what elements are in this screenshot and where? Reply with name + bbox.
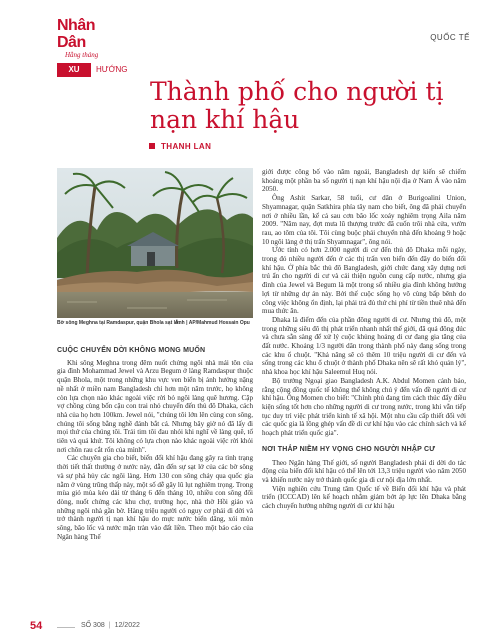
issue-info — [81, 622, 140, 629]
category-name: HƯỚNG — [96, 65, 128, 74]
issue-number: SỐ 308 — [81, 622, 105, 629]
paragraph: Ông Ashit Sarkar, 58 tuổi, cư dân ở Burigoalini Union, Shyamnagar, quận Satkhira phía tây nam cho biết, ông đã phải chuyển nơi ở nhiều lần, kể cả sau cơn bão lốc xoáy nghiêm trọng Aila năm 2009. "Năm nay, đợt mưa lũ thượng trước đã cuốn trôi nhà cửa, vườn rau, ao tôm của tôi. Tôi cùng buộc phải chuyển nhà đến khoảng 9 hoặc 10 ngôi làng ở thị trấn Shyamnagar", ông nói. — [262, 194, 466, 246]
paragraph: giới được công bố vào năm ngoái, Bangladesh dự kiến sẽ chiếm khoảng một phần ba số người tị nạn khí hậu nội địa ở Nam Á vào năm 2050. — [262, 168, 466, 194]
left-subheading: CUỘC CHUYỂN DỜI KHÔNG MONG MUỐN — [57, 347, 206, 354]
right-column — [262, 168, 466, 511]
paragraph: Dhaka là điểm đến của phần đông người di cư. Nhưng thủ đô, một trong những siêu đô thị phát triển nhanh nhất thế giới, đã quá đông đúc và chưa sẵn sàng để xử lý cuộc khủng hoảng di cư đang gia tăng của đất nước. Khoảng 1/3 người dân trong thành phố này đang sống trong các khu ổ chuột. "Khả năng sẽ có thêm 10 triệu người di cư đến và sống trong các khu ổ chuột ở thành phố Dhaka nên sẽ rất khó quản lý", nhà khoa học khí hậu Saleemul Huq nói. — [262, 315, 466, 377]
paragraph: Viện nghiên cứu Trung tâm Quốc tế về Biến đổi khí hậu và phát triển (ICCCAD) lên kế hoạch nhằm giảm bớt áp lực lên Dhaka bằng cách chuyển hướng những người di cư khí hậu — [262, 484, 466, 511]
logo-subtext: Hằng tháng — [65, 51, 99, 59]
left-column — [57, 347, 253, 541]
photo-caption: Bờ sông Meghna tại Ramdaspur, quận Bhola sạt lở. — [57, 320, 180, 326]
paragraph: Khi sông Meghna trong đêm nuốt chửng ngôi nhà mái tôn của gia đình Mohammad Jewel và Arzu Begum ở làng Ramdaspur thuộc quận Bhola, một trong những khu vực ven biển bị ảnh hưởng nặng nề nhất ở miền nam Bangladesh chỉ hơn một năm trước, họ không còn lựa chọn nào khác ngoài việc rời bỏ ngôi làng quê hương. Cặp vợ chồng cùng bốn cậu con trai nhỏ chuyển đến thủ đô Dhaka, cách nhà của họ hơn 100km. Jewel nói, "chúng tôi lớn lên cùng con sông, chúng tôi sống bằng nghề đánh bắt cá. Nhưng bây giờ nó đã lấy đi mọi thứ của chúng tôi. Trải tim tôi đau nhói khi nghĩ về làng quê, tổ tiên và quá khứ. Tôi không có lựa chọn nào khác ngoài việc rời khỏi nơi chôn rau cắt rốn của mình". — [57, 358, 253, 454]
issue-date: 12/2022 — [114, 622, 140, 629]
riverbank-erosion-illustration — [57, 168, 253, 318]
footer-divider — [57, 627, 75, 628]
paragraph: Các chuyên gia cho biết, biến đổi khí hậu đang gây ra tình trạng thời tiết thất thường ở nước này, dẫn đến sự sạt lở của các bờ sông và sự phá hủy các ngôi làng. Hơn 130 con sông chảy qua quốc gia nằm ở vùng trũng thấp này, một số dễ gây lũ lụt nghiêm trọng. Trong mùa gió mùa kéo dài từ tháng 6 đến tháng 10, nhiều con sông đổi dòng, nuốt chửng các khu chợ, trường học, nhà thờ Hồi giáo và những ngôi nhà gần bờ. Hàng triệu người có nguy cơ phải di dời và trở thành người tị nạn khí hậu do mực nước biển dâng, xói mòn sông, bão lốc và nước mặn tràn vào đất liền. Theo một báo cáo của Ngân hàng Thế — [57, 454, 253, 541]
section-label: QUỐC TẾ — [430, 33, 470, 42]
paragraph: Bộ trưởng Ngoại giao Bangladesh A.K. Abdul Momen cảnh báo, rằng cộng đồng quốc tế không thể không chú ý đến vấn đề người di cư khí hậu. Ông Momen cho biết: "Chính phủ đang tìm cách thúc đẩy điều kiện sống tốt hơn cho những người di cư trong nước, trong khi vẫn tiếp tục duy trì việc phát triển kinh tế xã hội. Một nhu cầu cấp thiết đối với các quốc gia là lồng ghép vấn đề di cư khí hậu vào các chính sách và kế hoạch phát triển quốc gia". — [262, 376, 466, 438]
issue-separator: | — [108, 622, 111, 629]
paragraph: Ước tính có hơn 2.000 người di cư đến thủ đô Dhaka mỗi ngày, trong đó nhiều người đến ở các thị trấn ven biển đến đây do biến đổi khí hậu. Ở phía bắc thủ đô Bangladesh, giới chức đang xây dựng nơi trú ẩn cho người di cư và cải thiện nguồn cung cấp nước, nhưng gia đình của Jewel và Begum là một trong số nhiều gia đình không hưởng lợi từ những dự án này. Bởi thế cuộc sống họ vô cùng bấp bênh do công việc không ổn định, lại phải trả đủ thứ chi phí từ tiền thuê nhà đến mua thức ăn. — [262, 246, 466, 316]
article-title: Thành phố cho người tị nạn khí hậu — [150, 77, 444, 134]
category-tag: XU — [57, 63, 91, 77]
page-number: 54 — [30, 620, 43, 632]
photo-credit: Ảnh | AP/Mahmud Hossain Opu — [175, 320, 250, 326]
newspaper-logo — [57, 17, 119, 59]
logo-text: Nhân Dân — [57, 17, 95, 51]
paragraph: Theo Ngân hàng Thế giới, số người Bangladesh phải di dời do tác động của biến đổi khí hậu có thể lên tới 13,3 triệu người vào năm 2050 và khiến nước này trở thành quốc gia di cư nội địa lớn nhất. — [262, 458, 466, 484]
article-photo — [57, 168, 253, 318]
right-subheading: NƠI THẮP NIỀM HY VỌNG CHO NGƯỜI NHẬP CƯ — [262, 445, 436, 453]
author-byline: THANH LAN — [149, 142, 211, 151]
